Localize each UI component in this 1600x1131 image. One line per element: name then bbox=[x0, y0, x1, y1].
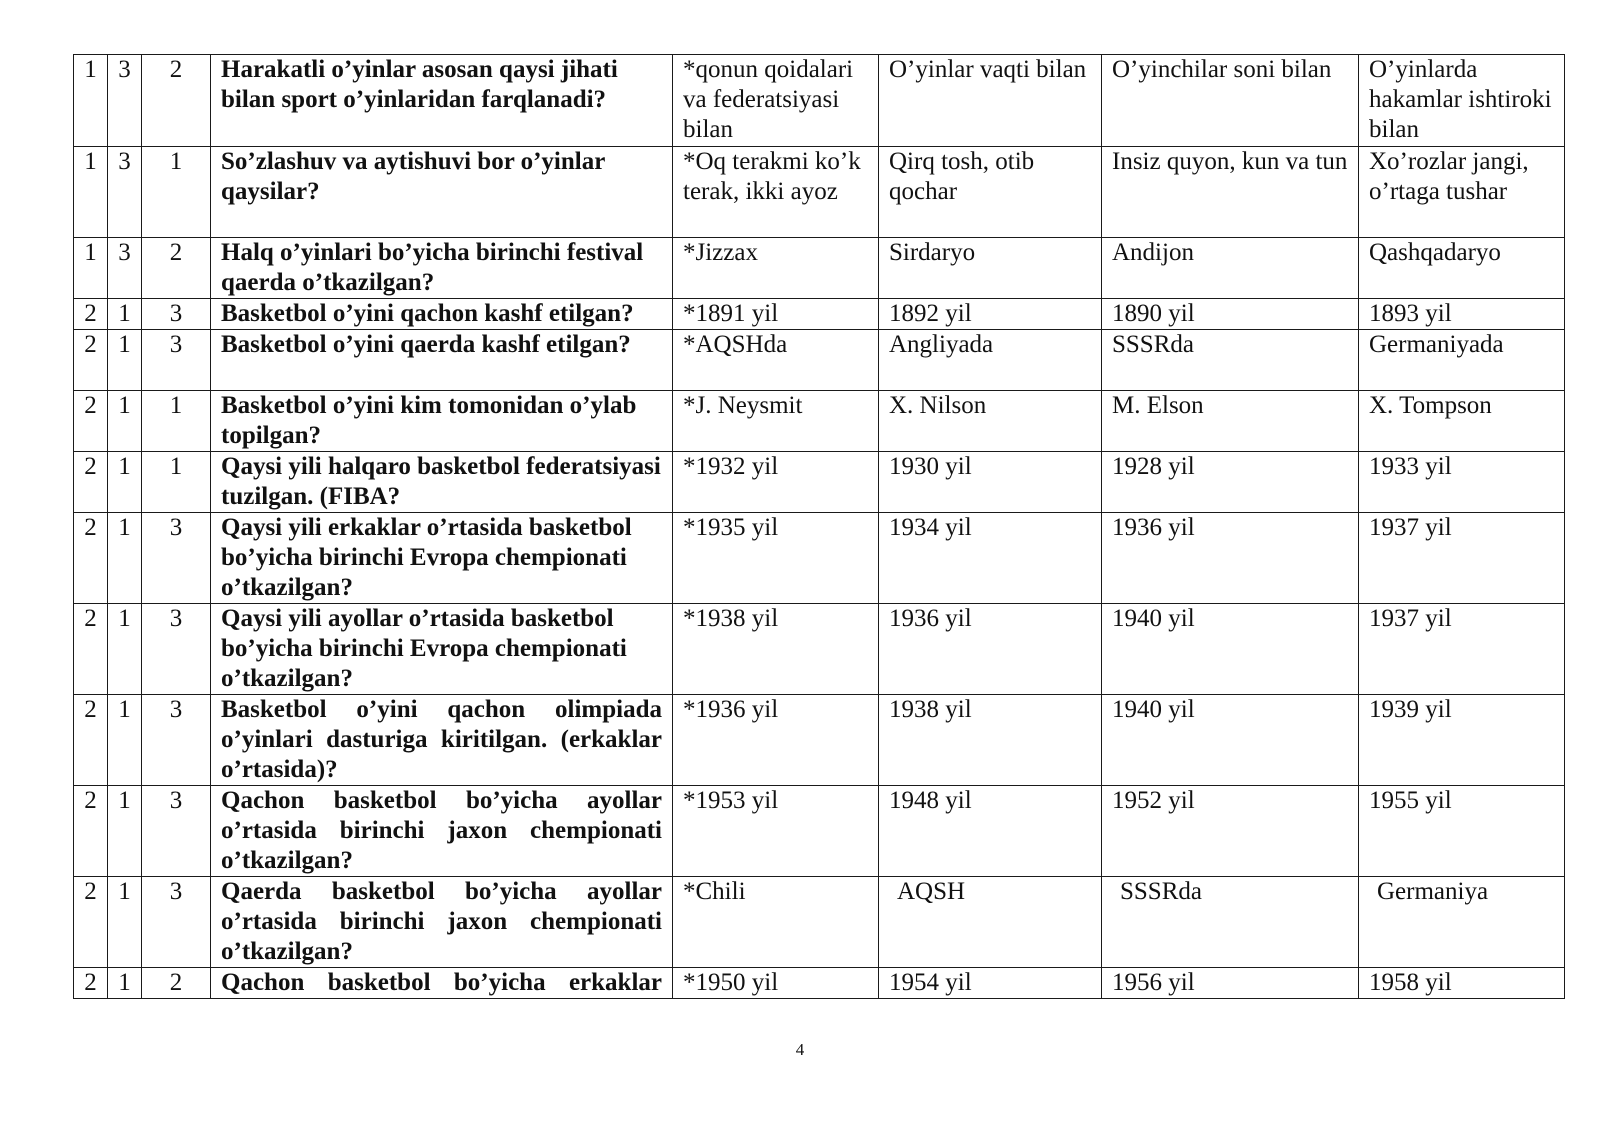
option-c-cell: 1940 yil bbox=[1102, 695, 1359, 786]
option-d-cell: 1958 yil bbox=[1359, 968, 1565, 999]
section-cell: 2 bbox=[142, 238, 211, 299]
correct-answer-cell: *Chili bbox=[673, 877, 879, 968]
option-c-cell: 1952 yil bbox=[1102, 786, 1359, 877]
level-cell: 2 bbox=[74, 786, 108, 877]
option-b-cell: Qirq tosh, otib qochar bbox=[879, 147, 1102, 238]
option-c-cell: M. Elson bbox=[1102, 391, 1359, 452]
option-d-cell: 1937 yil bbox=[1359, 604, 1565, 695]
level-cell: 2 bbox=[74, 695, 108, 786]
difficulty-cell: 3 bbox=[108, 55, 142, 147]
question-cell: Basketbol o’yini kim tomonidan o’ylab topilgan? bbox=[211, 391, 673, 452]
option-c-cell: 1936 yil bbox=[1102, 513, 1359, 604]
table-row bbox=[74, 330, 1565, 391]
table-row bbox=[74, 786, 1565, 877]
correct-answer-cell: *1950 yil bbox=[673, 968, 879, 999]
option-c-cell: 1890 yil bbox=[1102, 299, 1359, 330]
difficulty-cell: 1 bbox=[108, 604, 142, 695]
page-number: 4 bbox=[795, 1040, 805, 1059]
table-row bbox=[74, 147, 1565, 238]
option-b-cell: 1936 yil bbox=[879, 604, 1102, 695]
table-row bbox=[74, 238, 1565, 299]
level-cell: 2 bbox=[74, 452, 108, 513]
option-c-cell: 1928 yil bbox=[1102, 452, 1359, 513]
correct-answer-cell: *AQSHda bbox=[673, 330, 879, 391]
section-cell: 3 bbox=[142, 330, 211, 391]
option-b-text: AQSH bbox=[897, 878, 966, 905]
level-cell: 2 bbox=[74, 391, 108, 452]
table-row bbox=[74, 452, 1565, 513]
difficulty-cell: 1 bbox=[108, 513, 142, 604]
section-cell: 3 bbox=[142, 695, 211, 786]
option-b-cell: Sirdaryo bbox=[879, 238, 1102, 299]
option-c-cell: 1956 yil bbox=[1102, 968, 1359, 999]
question-cell: Basketbol o’yini qachon kashf etilgan? bbox=[211, 299, 673, 330]
difficulty-cell: 3 bbox=[108, 238, 142, 299]
correct-answer-cell: *qonun qoidalari va federatsiyasi bilan bbox=[673, 55, 879, 147]
difficulty-cell: 1 bbox=[108, 452, 142, 513]
option-d-cell: 1933 yil bbox=[1359, 452, 1565, 513]
option-b-cell: 1948 yil bbox=[879, 786, 1102, 877]
option-d-cell: Xo’rozlar jangi, o’rtaga tushar bbox=[1359, 147, 1565, 238]
level-cell: 2 bbox=[74, 968, 108, 999]
correct-answer-cell: *1936 yil bbox=[673, 695, 879, 786]
correct-answer-cell: *1938 yil bbox=[673, 604, 879, 695]
question-cell: Halq o’yinlari bo’yicha birinchi festival qaerda o’tkazilgan? bbox=[211, 238, 673, 299]
option-b-cell bbox=[879, 877, 1102, 968]
section-cell: 3 bbox=[142, 604, 211, 695]
option-d-cell bbox=[1359, 877, 1565, 968]
question-cell: Qaysi yili erkaklar o’rtasida basketbol bo’yicha birinchi Evropa chempionati o’tkazilgan? bbox=[211, 513, 673, 604]
difficulty-cell: 1 bbox=[108, 877, 142, 968]
question-cell: Basketbol o’yini qaerda kashf etilgan? bbox=[211, 330, 673, 391]
section-cell: 2 bbox=[142, 55, 211, 147]
option-d-cell: X. Tompson bbox=[1359, 391, 1565, 452]
correct-answer-cell: *1935 yil bbox=[673, 513, 879, 604]
question-cell: So’zlashuv va aytishuvi bor o’yinlar qaysilar? bbox=[211, 147, 673, 238]
question-cell: Basketbol o’yini qachon olimpiada o’yinlari dasturiga kiritilgan. (erkaklar o’rtasida)? bbox=[211, 695, 673, 786]
option-c-cell: O’yinchilar soni bilan bbox=[1102, 55, 1359, 147]
section-cell: 3 bbox=[142, 513, 211, 604]
question-text: Qachon basketbol bo’yicha erkaklar bbox=[221, 969, 662, 996]
option-d-cell: Qashqadaryo bbox=[1359, 238, 1565, 299]
section-cell: 3 bbox=[142, 877, 211, 968]
option-d-cell: 1955 yil bbox=[1359, 786, 1565, 877]
level-cell: 2 bbox=[74, 513, 108, 604]
option-b-cell: Angliyada bbox=[879, 330, 1102, 391]
option-b-cell: 1892 yil bbox=[879, 299, 1102, 330]
question-cell: Qachon basketbol bo’yicha ayollar o’rtasida birinchi jaxon chempionati o’tkazilgan? bbox=[211, 786, 673, 877]
option-c-cell bbox=[1102, 877, 1359, 968]
section-cell: 1 bbox=[142, 452, 211, 513]
option-d-text: Germaniya bbox=[1377, 878, 1489, 905]
level-cell: 2 bbox=[74, 299, 108, 330]
option-b-cell: X. Nilson bbox=[879, 391, 1102, 452]
question-cell: Qaerda basketbol bo’yicha ayollar o’rtasida birinchi jaxon chempionati o’tkazilgan? bbox=[211, 877, 673, 968]
option-b-cell: 1934 yil bbox=[879, 513, 1102, 604]
option-d-cell: O’yinlarda hakamlar ishtiroki bilan bbox=[1359, 55, 1565, 147]
correct-answer-cell: *Jizzax bbox=[673, 238, 879, 299]
difficulty-cell: 1 bbox=[108, 968, 142, 999]
option-d-cell: 1937 yil bbox=[1359, 513, 1565, 604]
correct-answer-cell: *Oq terakmi ko’k terak, ikki ayoz bbox=[673, 147, 879, 238]
correct-answer-cell: *1932 yil bbox=[673, 452, 879, 513]
question-cell: Qaysi yili ayollar o’rtasida basketbol bo’yicha birinchi Evropa chempionati o’tkazilgan? bbox=[211, 604, 673, 695]
table-row bbox=[74, 877, 1565, 968]
section-cell: 3 bbox=[142, 299, 211, 330]
table-row bbox=[74, 695, 1565, 786]
difficulty-cell: 3 bbox=[108, 147, 142, 238]
table-row bbox=[74, 299, 1565, 330]
option-d-cell: 1893 yil bbox=[1359, 299, 1565, 330]
table-row bbox=[74, 604, 1565, 695]
option-c-text: SSSRda bbox=[1120, 878, 1202, 905]
difficulty-cell: 1 bbox=[108, 299, 142, 330]
quiz-table bbox=[73, 54, 1565, 999]
section-cell: 1 bbox=[142, 147, 211, 238]
section-cell: 3 bbox=[142, 786, 211, 877]
question-cell: Qaysi yili halqaro basketbol federatsiyasi tuzilgan. (FIBA? bbox=[211, 452, 673, 513]
question-cell: Harakatli o’yinlar asosan qaysi jihati bilan sport o’yinlaridan farqlanadi? bbox=[211, 55, 673, 147]
level-cell: 1 bbox=[74, 147, 108, 238]
option-c-cell: Andijon bbox=[1102, 238, 1359, 299]
question-cell bbox=[211, 968, 673, 999]
section-cell: 2 bbox=[142, 968, 211, 999]
difficulty-cell: 1 bbox=[108, 391, 142, 452]
section-cell: 1 bbox=[142, 391, 211, 452]
option-b-cell: O’yinlar vaqti bilan bbox=[879, 55, 1102, 147]
option-d-cell: 1939 yil bbox=[1359, 695, 1565, 786]
option-b-cell: 1938 yil bbox=[879, 695, 1102, 786]
difficulty-cell: 1 bbox=[108, 330, 142, 391]
level-cell: 2 bbox=[74, 604, 108, 695]
option-b-cell: 1930 yil bbox=[879, 452, 1102, 513]
correct-answer-cell: *1953 yil bbox=[673, 786, 879, 877]
level-cell: 1 bbox=[74, 55, 108, 147]
level-cell: 1 bbox=[74, 238, 108, 299]
option-b-cell: 1954 yil bbox=[879, 968, 1102, 999]
option-d-cell: Germaniyada bbox=[1359, 330, 1565, 391]
correct-answer-cell: *J. Neysmit bbox=[673, 391, 879, 452]
table-row bbox=[74, 968, 1565, 999]
table-row bbox=[74, 55, 1565, 147]
level-cell: 2 bbox=[74, 877, 108, 968]
difficulty-cell: 1 bbox=[108, 786, 142, 877]
option-c-cell: 1940 yil bbox=[1102, 604, 1359, 695]
correct-answer-cell: *1891 yil bbox=[673, 299, 879, 330]
difficulty-cell: 1 bbox=[108, 695, 142, 786]
quiz-table-body bbox=[74, 55, 1565, 999]
option-c-cell: SSSRda bbox=[1102, 330, 1359, 391]
table-row bbox=[74, 391, 1565, 452]
table-row bbox=[74, 513, 1565, 604]
level-cell: 2 bbox=[74, 330, 108, 391]
option-c-cell: Insiz quyon, kun va tun bbox=[1102, 147, 1359, 238]
